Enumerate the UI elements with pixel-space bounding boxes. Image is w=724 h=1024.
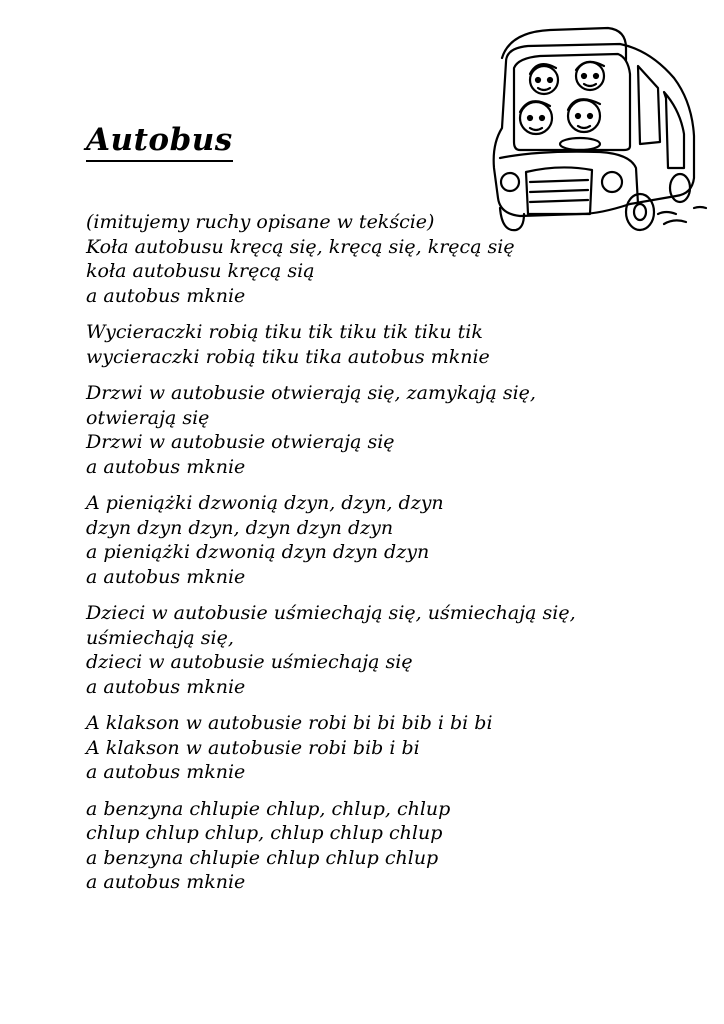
- lyric-line: Wycieraczki robią tiku tik tiku tik tiku tik: [86, 321, 483, 343]
- lyric-line: koła autobusu kręcą sią: [86, 260, 315, 282]
- lyric-line: Drzwi w autobusie otwierają się: [86, 431, 395, 453]
- stanza-2: [86, 320, 646, 369]
- stanza-7: [86, 797, 646, 895]
- lyric-line: Koła autobusu kręcą się, kręcą się, kręcą się: [86, 235, 515, 258]
- song-title: Autobus: [86, 122, 233, 162]
- lyric-line: otwierają się: [86, 406, 210, 429]
- lyric-line: uśmiechają się,: [86, 626, 234, 649]
- lyric-line: a autobus mknie: [86, 761, 246, 783]
- stanza-4: [86, 491, 646, 589]
- lyric-line: chlup chlup chlup, chlup chlup chlup: [86, 822, 443, 844]
- lyric-line: a benzyna chlupie chlup, chlup, chlup: [86, 797, 451, 820]
- lyric-line: a autobus mknie: [86, 284, 246, 307]
- lyric-line: A klakson w autobusie robi bib i bi: [86, 736, 420, 759]
- lyric-line: a pieniążki dzwonią dzyn dzyn dzyn: [86, 541, 430, 563]
- lyric-line: a autobus mknie: [86, 871, 246, 893]
- lyric-line: a autobus mknie: [86, 565, 246, 588]
- stanza-5: [86, 601, 646, 699]
- stanza-3: [86, 381, 646, 479]
- stanza-6: [86, 711, 646, 785]
- song-lyrics: [86, 210, 646, 907]
- lyric-line: a benzyna chlupie chlup chlup chlup: [86, 846, 439, 869]
- lyric-line: A pieniążki dzwonią dzyn, dzyn, dzyn: [86, 492, 444, 514]
- stanza-1: [86, 210, 646, 308]
- lyric-line: (imitujemy ruchy opisane w tekście): [86, 211, 435, 233]
- lyric-line: a autobus mknie: [86, 455, 246, 478]
- lyric-line: dzyn dzyn dzyn, dzyn dzyn dzyn: [86, 516, 394, 539]
- lyric-line: Drzwi w autobusie otwierają się, zamykają się,: [86, 382, 536, 404]
- lyric-line: a autobus mknie: [86, 675, 246, 698]
- lyric-line: A klakson w autobusie robi bi bi bib i bi bi: [86, 712, 493, 734]
- school-bus-with-children-illustration: [480, 18, 708, 240]
- lyric-line: wycieraczki robią tiku tika autobus mknie: [86, 345, 490, 368]
- lyric-line: Dzieci w autobusie uśmiechają się, uśmiechają się,: [86, 602, 576, 624]
- lyric-line: dzieci w autobusie uśmiechają się: [86, 651, 413, 673]
